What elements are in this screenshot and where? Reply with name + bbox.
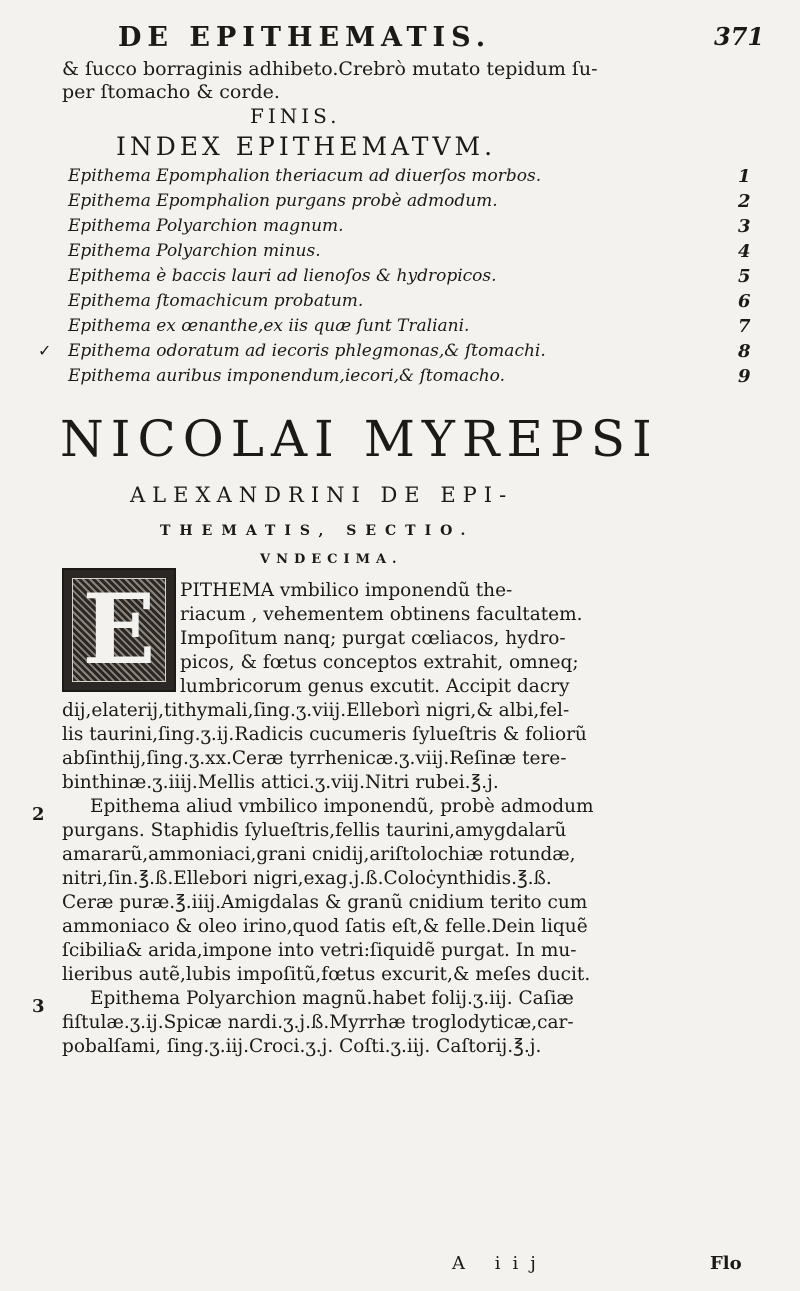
text-line: purgans. Staphidis ſylueſtris,fellis taurini,amygdalarũ bbox=[62, 820, 567, 841]
index-entry: Epithema Epomphalion purgans probè admodum. bbox=[68, 191, 498, 211]
index-entry: Epithema odoratum ad iecoris phlegmonas,& ſtomachi. bbox=[68, 341, 546, 361]
text-line: Epithema Polyarchion magnũ.habet folij.ʒ.iij. Caſiæ bbox=[90, 988, 574, 1009]
text-line: amararũ,ammoniaci,grani cnidij,ariſtolochiæ rotundæ, bbox=[62, 844, 576, 865]
margin-number: 3 bbox=[32, 996, 45, 1017]
text-line: riacum , vehementem obtinens facultatem. bbox=[180, 604, 583, 625]
margin-number: 2 bbox=[32, 804, 45, 825]
index-entry: Epithema Epomphalion theriacum ad diuerſos morbos. bbox=[68, 166, 542, 186]
text-line: fiſtulæ.ʒ.ij.Spicæ nardi.ʒ.j.ß.Myrrhæ troglodyticæ,car- bbox=[62, 1012, 574, 1033]
index-entry-number: 6 bbox=[738, 291, 751, 312]
index-entry-number: 9 bbox=[738, 366, 751, 387]
index-entry-number: 5 bbox=[738, 266, 751, 287]
index-entry: Epithema Polyarchion minus. bbox=[68, 241, 321, 261]
initial-letter: E bbox=[82, 573, 156, 686]
decorated-initial bbox=[62, 568, 176, 692]
index-entry-number: 4 bbox=[738, 241, 751, 262]
index-entry-number: 3 bbox=[738, 216, 751, 237]
index-entry: Epithema Polyarchion magnum. bbox=[68, 216, 344, 236]
finis-heading: FINIS. bbox=[250, 104, 341, 128]
index-entry-number: 7 bbox=[738, 316, 751, 337]
index-title: INDEX EPITHEMATVM. bbox=[116, 132, 497, 161]
text-line: lis taurini,ſing.ʒ.ij.Radicis cucumeris ſylueſtris & foliorũ bbox=[62, 724, 587, 745]
text-line: picos, & fœtus conceptos extrahit, omneq; bbox=[180, 652, 579, 673]
text-line: Impoſitum nanq; purgat cœliacos, hydro- bbox=[180, 628, 566, 649]
catchword: Flo bbox=[710, 1253, 742, 1274]
index-entry-number: 8 bbox=[738, 341, 751, 362]
running-title: DE EPITHEMATIS. bbox=[118, 22, 492, 53]
section-number: VNDECIMA. bbox=[260, 552, 403, 567]
index-entry: Epithema auribus imponendum,iecori,& ſtomacho. bbox=[68, 366, 506, 386]
text-line: abſinthij,ſing.ʒ.xx.Ceræ tyrrhenicæ.ʒ.viij.Reſinæ tere- bbox=[62, 748, 567, 769]
intro-line: per ſtomacho & corde. bbox=[62, 81, 280, 103]
margin-check-mark: ✓ bbox=[38, 341, 52, 360]
index-entry: Epithema ſtomachicum probatum. bbox=[68, 291, 364, 311]
signature-mark: A iij bbox=[452, 1253, 548, 1274]
text-line: binthinæ.ʒ.iiij.Mellis attici.ʒ.viij.Nitri rubei.℥.j. bbox=[62, 772, 499, 793]
page-number: 371 bbox=[714, 22, 765, 51]
text-line: ammoniaco & oleo irino,quod ſatis eſt,& felle.Dein liquẽ bbox=[62, 916, 588, 937]
index-entry-number: 1 bbox=[738, 166, 751, 187]
text-line: Epithema aliud vmbilico imponendũ, probè admodum bbox=[90, 796, 594, 817]
text-line: dij,elaterij,tithymali,ſing.ʒ.viij.Elleborì nigri,& albi,fel- bbox=[62, 700, 570, 721]
text-line: Ceræ puræ.℥.iiij.Amigdalas & granũ cnidium terito cum bbox=[62, 892, 588, 913]
text-line: pobalſami, ſing.ʒ.iij.Croci.ʒ.j. Coſti.ʒ.iij. Caſtorij.℥.j. bbox=[62, 1036, 542, 1057]
text-line: nitri,ſin.℥.ß.Ellebori nigri,exag.j.ß.Coloċynthidis.℥.ß. bbox=[62, 868, 552, 889]
text-line: lumbricorum genus excutit. Accipit dacry bbox=[180, 676, 570, 697]
text-line: PITHEMA vmbilico imponendũ the- bbox=[180, 580, 513, 601]
section-title: NICOLAI MYREPSI bbox=[60, 410, 659, 468]
text-line: lieribus autẽ,lubis impoſitũ,fœtus excurit,& meſes ducit. bbox=[62, 964, 591, 985]
intro-line: & ſucco borraginis adhibeto.Crebrò mutato tepidum ſu- bbox=[62, 58, 598, 80]
index-entry-number: 2 bbox=[738, 191, 751, 212]
section-subtitle: THEMATIS, SECTIO. bbox=[160, 523, 475, 539]
index-entry: Epithema ex œnanthe,ex iis quæ ſunt Traliani. bbox=[68, 316, 470, 336]
section-subtitle: ALEXANDRINI DE EPI- bbox=[130, 483, 514, 507]
index-entry: Epithema è baccis lauri ad lienoſos & hydropicos. bbox=[68, 266, 497, 286]
text-line: ſcibilia& arida,impone into vetri:ſiquidẽ purgat. In mu- bbox=[62, 940, 577, 961]
